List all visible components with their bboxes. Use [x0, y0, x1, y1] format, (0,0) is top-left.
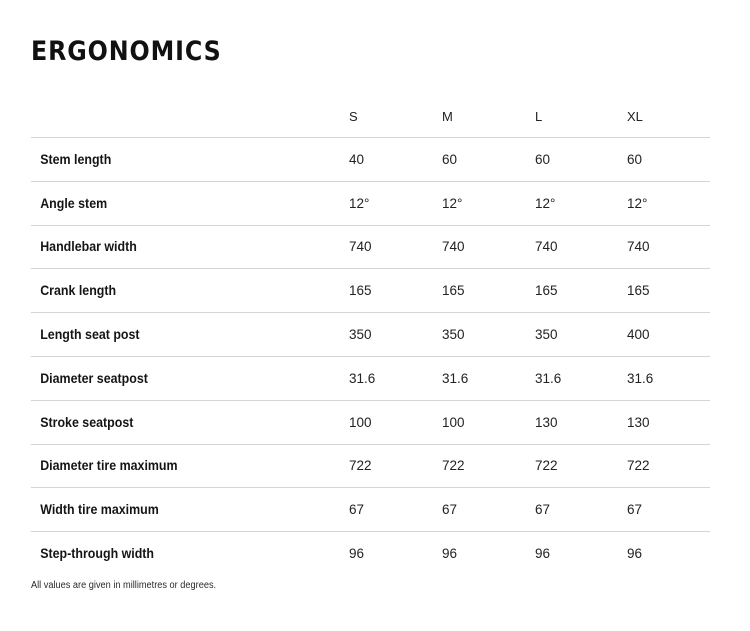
table-cell: 722 — [627, 458, 650, 474]
table-cell: 165 — [442, 283, 465, 299]
table-cell: 740 — [535, 239, 558, 255]
column-header-xl: XL — [627, 108, 643, 124]
table-cell: 165 — [349, 283, 372, 299]
table-cell: 60 — [535, 151, 551, 167]
table-cell: 740 — [627, 239, 650, 255]
table-cell: 740 — [442, 239, 465, 255]
table-row — [31, 400, 710, 444]
table-cell: 96 — [349, 546, 365, 562]
row-label: Stem length — [40, 151, 112, 167]
table-cell: 12° — [349, 195, 370, 211]
table-cell: 165 — [627, 283, 650, 299]
table-cell: 67 — [442, 502, 458, 518]
table-row — [31, 356, 710, 400]
column-header-m: M — [442, 108, 453, 124]
table-row — [31, 225, 710, 269]
table-cell: 350 — [535, 327, 558, 343]
table-row — [31, 138, 710, 182]
table-cell: 96 — [535, 546, 551, 562]
table-cell: 165 — [535, 283, 558, 299]
row-label: Diameter tire maximum — [40, 458, 178, 474]
column-header-l: L — [535, 108, 543, 124]
table-row — [31, 269, 710, 313]
table-cell: 350 — [349, 327, 372, 343]
table-cell: 96 — [627, 546, 643, 562]
ergonomics-table — [31, 95, 710, 575]
page-title: ERGONOMICS — [31, 36, 222, 67]
table-cell: 12° — [535, 195, 556, 211]
table-cell: 722 — [535, 458, 558, 474]
table-cell: 67 — [535, 502, 551, 518]
column-header-s: S — [349, 108, 358, 124]
table-cell: 96 — [442, 546, 458, 562]
row-label: Diameter seatpost — [40, 370, 148, 386]
table-cell: 40 — [349, 151, 365, 167]
table-cell: 130 — [627, 414, 650, 430]
table-cell: 31.6 — [349, 370, 376, 386]
row-label: Angle stem — [40, 195, 108, 211]
row-label: Handlebar width — [40, 239, 137, 255]
row-label: Length seat post — [40, 327, 140, 343]
table-cell: 12° — [627, 195, 648, 211]
header-row — [31, 95, 710, 138]
row-label: Step-through width — [40, 546, 155, 562]
row-label: Crank length — [40, 283, 117, 299]
table-cell: 400 — [627, 327, 650, 343]
row-label: Stroke seatpost — [40, 414, 134, 430]
table-cell: 12° — [442, 195, 463, 211]
footnote: All values are given in millimetres or degrees. — [31, 580, 217, 591]
table-cell: 31.6 — [627, 370, 654, 386]
table-cell: 60 — [442, 151, 458, 167]
table-row — [31, 444, 710, 488]
table-row — [31, 313, 710, 357]
table-cell: 31.6 — [535, 370, 562, 386]
table-cell: 100 — [349, 414, 372, 430]
table-cell: 740 — [349, 239, 372, 255]
table-cell: 350 — [442, 327, 465, 343]
row-label: Width tire maximum — [40, 502, 159, 518]
table-row — [31, 488, 710, 532]
table-row — [31, 532, 710, 575]
table-cell: 31.6 — [442, 370, 469, 386]
column-header-label — [31, 95, 349, 138]
table-body — [31, 138, 710, 575]
table-row — [31, 181, 710, 225]
table-cell: 722 — [349, 458, 372, 474]
table-cell: 67 — [349, 502, 365, 518]
table-cell: 722 — [442, 458, 465, 474]
table-cell: 60 — [627, 151, 643, 167]
table-cell: 67 — [627, 502, 643, 518]
table-cell: 100 — [442, 414, 465, 430]
table-header — [31, 95, 710, 138]
table-cell: 130 — [535, 414, 558, 430]
